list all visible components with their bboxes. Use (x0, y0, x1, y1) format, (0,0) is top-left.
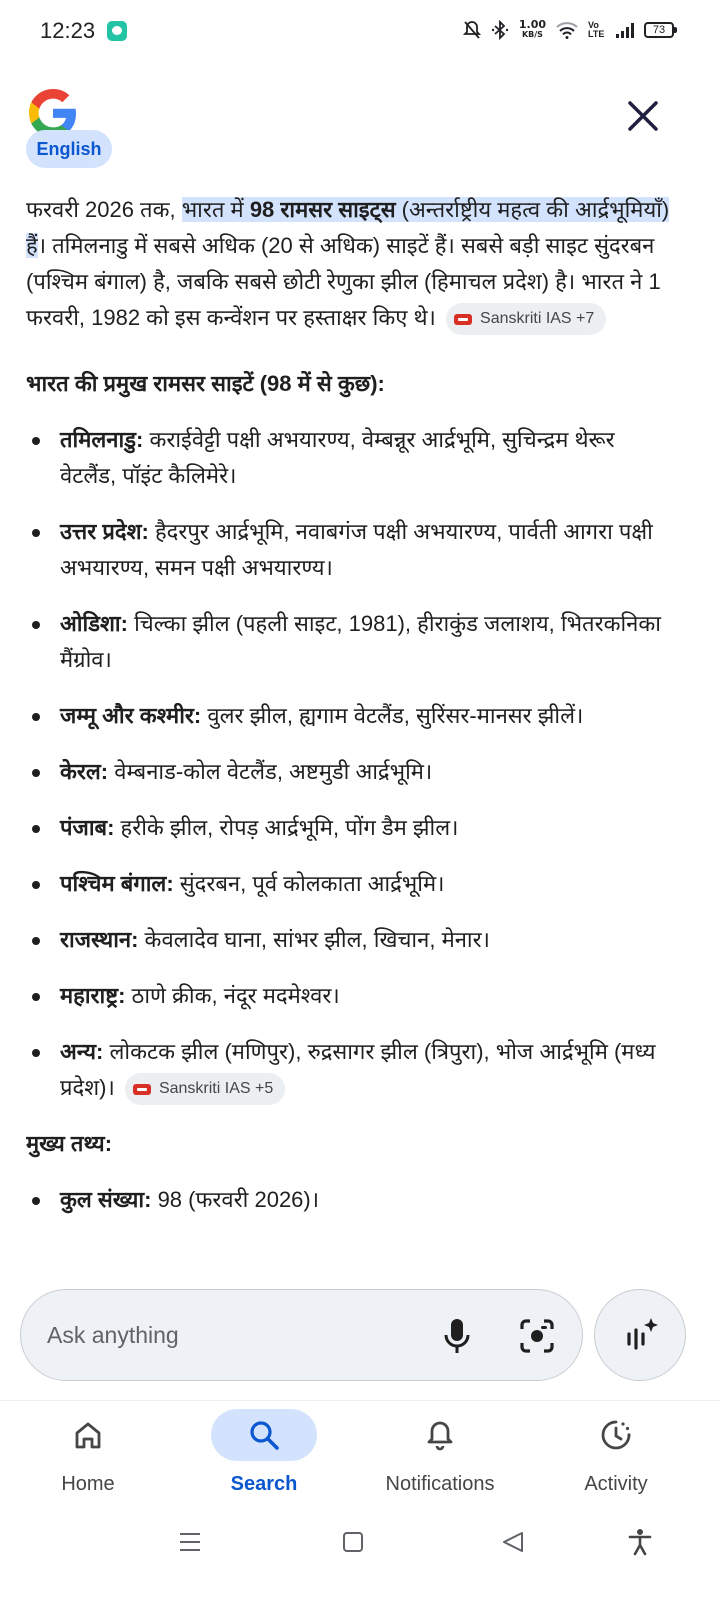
accessibility-icon[interactable] (618, 1520, 662, 1564)
list-item-label: राजस्थान: (60, 927, 139, 952)
intro-highlight-part1: भारत में (181, 197, 250, 222)
list-item (26, 698, 676, 734)
intro-highlight-bold: 98 रामसर साइट्स (249, 197, 396, 222)
list-item-label: पंजाब: (60, 815, 115, 840)
home-square-icon[interactable] (331, 1520, 375, 1564)
sanskriti-logo-icon (454, 314, 472, 325)
source-chip-label: Sanskriti IAS +7 (480, 310, 595, 328)
list-item-text: हरीके झील, रोपड़ आर्द्रभूमि, पोंग डैम झील। (114, 815, 459, 840)
list-item (26, 810, 676, 846)
system-nav-bar (0, 1510, 720, 1600)
speed-value: 1.00 (518, 18, 546, 31)
home-icon (72, 1419, 104, 1451)
volte-label: Vo LTE (588, 20, 605, 39)
list-item-label: उत्तर प्रदेश: (60, 519, 149, 544)
list-item (26, 922, 676, 958)
answer-intro (26, 192, 676, 336)
nav-search-label: Search (230, 1473, 298, 1495)
list-item (26, 978, 676, 1014)
battery-icon (644, 22, 674, 38)
list-item-text: 98 (फरवरी 2026)। (151, 1187, 320, 1212)
list-item-text: कराईवेट्टी पक्षी अभयारण्य, वेम्बन्नूर आर्द्रभूमि, सुचिन्द्रम थेरूर वेटलैंड, पॉइंट कैलिमेरे। (60, 427, 615, 488)
list-item-label: तमिलनाडु: (60, 427, 144, 452)
list-item-label: कुल संख्या: (60, 1187, 152, 1212)
source-chip[interactable] (446, 303, 606, 335)
language-chip[interactable]: English (26, 130, 112, 168)
search-icon (248, 1419, 280, 1451)
nav-search[interactable] (176, 1409, 352, 1509)
list-item (26, 606, 676, 678)
ask-input[interactable]: Ask anything (47, 1322, 179, 1348)
list-item (26, 1182, 676, 1218)
facts-list (26, 1182, 676, 1218)
intro-rest: । तमिलनाडु में सबसे अधिक (20 से अधिक) साइटें हैं। सबसे बड़ी साइट सुंदरबन (पश्चिम बंगाल) है, जबकि सबसे छोटी रेणुका झील (हिमाचल प्रदेश) है। भारत ने 1 फरवरी, 1982 को इस कन्वेंशन पर हस्ताक्षर किए थे। (26, 233, 661, 330)
status-time: 12:23 (40, 18, 96, 43)
list-item-text: चिल्का झील (पहली साइट, 1981), हीराकुंड जलाशय, भितरकनिका मैंग्रोव। (60, 611, 661, 672)
recents-menu-icon[interactable] (168, 1520, 212, 1564)
list-item (26, 866, 676, 902)
activity-icon (599, 1418, 633, 1452)
section-heading: मुख्य तथ्य: (26, 1131, 113, 1156)
list-item-text: वेम्बनाड-कोल वेटलैंड, अष्टमुडी आर्द्रभूमि। (108, 759, 433, 784)
list-item-label: अन्य: (60, 1039, 104, 1064)
bluetooth-icon (491, 20, 509, 40)
lens-camera-icon[interactable] (519, 1318, 555, 1354)
ai-answer (26, 192, 676, 1272)
source-chip-label: Sanskriti IAS +5 (158, 1080, 274, 1098)
list-item-label: ओडिशा: (60, 611, 128, 636)
mute-bell-icon (463, 20, 481, 40)
list-item-text: हैदरपुर आर्द्रभूमि, नवाबगंज पक्षी अभयारण्य, पार्वती आगरा पक्षी अभयारण्य, समन पक्षी अभयारण्य। (60, 519, 653, 580)
list-item-text: लोकटक झील (मणिपुर), रुद्रसागर झील (त्रिपुरा), भोज आर्द्रभूमि (मध्य प्रदेश)। (60, 1039, 656, 1100)
ai-mode-button[interactable] (594, 1289, 686, 1381)
ai-mode-icon (621, 1316, 661, 1356)
source-chip[interactable] (125, 1073, 285, 1105)
intro-highlight-part2: (अन्तर्राष्ट्रीय महत्व की आर्द्रभूमियाँ) हैं (26, 197, 670, 258)
chat-app-icon (107, 21, 127, 41)
mic-icon[interactable] (441, 1316, 473, 1356)
sanskriti-logo-icon (133, 1084, 151, 1095)
list-item-label: केरल: (60, 759, 109, 784)
list-item-label: महाराष्ट्र: (60, 983, 126, 1008)
back-triangle-icon[interactable] (491, 1520, 535, 1564)
nav-home-label: Home (61, 1473, 115, 1495)
speed-unit: KB/S (521, 30, 543, 39)
list-item (26, 1034, 676, 1106)
list-item-text: सुंदरबन, पूर्व कोलकाता आर्द्रभूमि। (173, 871, 445, 896)
list-item (26, 514, 676, 586)
ask-bar[interactable] (20, 1289, 583, 1381)
list-item-label: पश्चिम बंगाल: (60, 871, 174, 896)
bottom-nav (0, 1400, 720, 1510)
nav-notifications[interactable] (352, 1409, 528, 1509)
status-bar (0, 0, 720, 62)
nav-activity-label: Activity (584, 1473, 648, 1495)
wifi-icon (556, 21, 578, 39)
intro-prefix: फरवरी 2026 तक, (26, 197, 182, 222)
list-item-label: जम्मू और कश्मीर: (60, 703, 202, 728)
signal-icon (616, 22, 634, 38)
nav-home[interactable] (0, 1409, 176, 1509)
list-item (26, 422, 676, 494)
close-icon[interactable] (623, 96, 663, 136)
list-item-text: ठाणे क्रीक, नंदूर मदमेश्वर। (125, 983, 340, 1008)
sites-list (26, 422, 676, 1106)
nav-notifications-label: Notifications (385, 1473, 495, 1495)
status-icons (463, 20, 674, 40)
network-speed (519, 20, 546, 40)
list-item (26, 754, 676, 790)
bell-icon (424, 1419, 456, 1451)
list-item-text: केवलादेव घाना, सांभर झील, खिचान, मेनार। (138, 927, 490, 952)
battery-level: 73 (652, 24, 666, 36)
section-heading: भारत की प्रमुख रामसर साइटें (98 में से कुछ): (26, 371, 385, 396)
nav-activity[interactable] (528, 1409, 704, 1509)
list-item-text: वुलर झील, ह्यगाम वेटलैंड, सुरिंसर-मानसर झीलें। (201, 703, 584, 728)
